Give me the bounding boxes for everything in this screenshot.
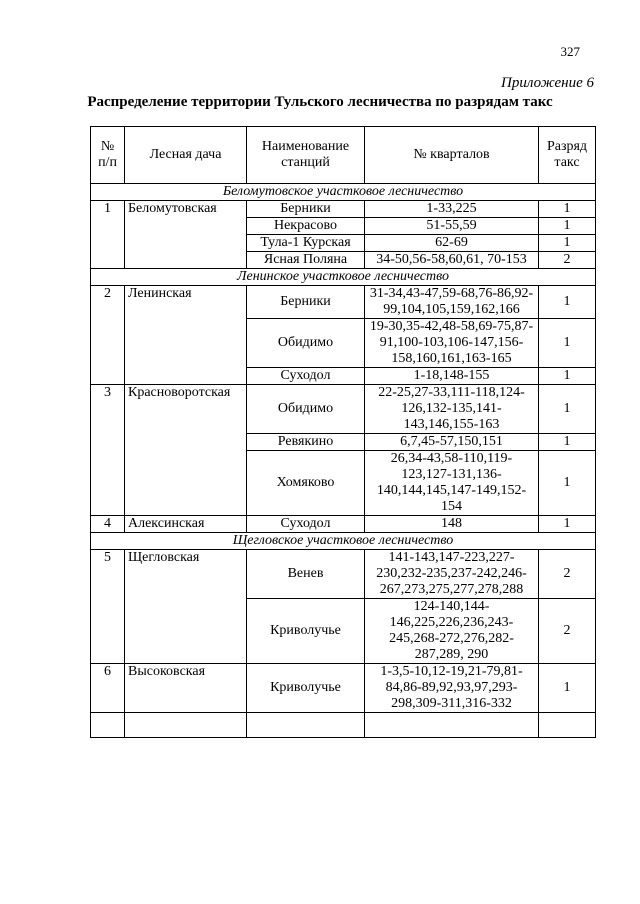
row-number: 2: [91, 286, 125, 385]
station-name: Венев: [247, 550, 365, 599]
table-row: [91, 286, 596, 319]
rate-grade: 1: [539, 319, 596, 368]
header-grade: Разряд такс: [539, 127, 596, 184]
header-station: Наименование станций: [247, 127, 365, 184]
section-header-row: [91, 184, 596, 201]
station-name: Берники: [247, 286, 365, 319]
quarter-numbers: 148: [365, 516, 539, 533]
quarter-numbers: 124-140,144-146,225,226,236,243-245,268-272,276,282-287,289, 290: [365, 599, 539, 664]
row-number: 3: [91, 385, 125, 516]
empty-cell: [91, 713, 125, 738]
rate-grade: 1: [539, 218, 596, 235]
rate-grade: 2: [539, 252, 596, 269]
header-num: № п/п: [91, 127, 125, 184]
quarter-numbers: 1-18,148-155: [365, 368, 539, 385]
quarter-numbers: 1-3,5-10,12-19,21-79,81-84,86-89,92,93,97,293-298,309-311,316-332: [365, 664, 539, 713]
appendix-label: Приложение 6: [501, 75, 594, 91]
station-name: Ревякино: [247, 434, 365, 451]
row-number: 4: [91, 516, 125, 533]
empty-cell: [539, 713, 596, 738]
station-name: Обидимо: [247, 385, 365, 434]
quarter-numbers: 26,34-43,58-110,119-123,127-131,136-140,144,145,147-149,152-154: [365, 451, 539, 516]
header-quarters: № кварталов: [365, 127, 539, 184]
section-name: Щегловское участковое лесничество: [91, 533, 596, 550]
forest-dacha-name: Беломутовская: [125, 201, 247, 269]
section-name: Беломутовское участковое лесничество: [91, 184, 596, 201]
forest-dacha-name: Высоковская: [125, 664, 247, 713]
section-header-row: [91, 533, 596, 550]
forest-dacha-name: Алексинская: [125, 516, 247, 533]
station-name: Обидимо: [247, 319, 365, 368]
quarter-numbers: 141-143,147-223,227-230,232-235,237-242,246-267,273,275,277,278,288: [365, 550, 539, 599]
forestry-table: [90, 126, 596, 738]
quarter-numbers: 31-34,43-47,59-68,76-86,92-99,104,105,159,162,166: [365, 286, 539, 319]
rate-grade: 1: [539, 385, 596, 434]
forest-dacha-name: Ленинская: [125, 286, 247, 385]
rate-grade: 2: [539, 599, 596, 664]
station-name: Криволучье: [247, 599, 365, 664]
section-name: Ленинское участковое лесничество: [91, 269, 596, 286]
table-filler-row: [91, 713, 596, 738]
quarter-numbers: 22-25,27-33,111-118,124-126,132-135,141-143,146,155-163: [365, 385, 539, 434]
station-name: Суходол: [247, 368, 365, 385]
page-number: 327: [560, 44, 580, 59]
station-name: Суходол: [247, 516, 365, 533]
quarter-numbers: 62-69: [365, 235, 539, 252]
station-name: Ясная Поляна: [247, 252, 365, 269]
rate-grade: 1: [539, 201, 596, 218]
station-name: Берники: [247, 201, 365, 218]
row-number: 5: [91, 550, 125, 664]
station-name: Некрасово: [247, 218, 365, 235]
rate-grade: 1: [539, 235, 596, 252]
page-title: Распределение территории Тульского лесничества по разрядам такс: [87, 94, 553, 110]
quarter-numbers: 34-50,56-58,60,61, 70-153: [365, 252, 539, 269]
empty-cell: [365, 713, 539, 738]
table-header-row: [91, 127, 596, 184]
empty-cell: [125, 713, 247, 738]
table-row: [91, 201, 596, 218]
station-name: Тула-1 Курская: [247, 235, 365, 252]
rate-grade: 1: [539, 451, 596, 516]
forest-dacha-name: Щегловская: [125, 550, 247, 664]
table-row: [91, 664, 596, 713]
rate-grade: 1: [539, 434, 596, 451]
header-forest-dacha: Лесная дача: [125, 127, 247, 184]
station-name: Криволучье: [247, 664, 365, 713]
rate-grade: 1: [539, 368, 596, 385]
empty-cell: [247, 713, 365, 738]
quarter-numbers: 6,7,45-57,150,151: [365, 434, 539, 451]
table-row: [91, 516, 596, 533]
rate-grade: 1: [539, 664, 596, 713]
quarter-numbers: 1-33,225: [365, 201, 539, 218]
rate-grade: 1: [539, 516, 596, 533]
quarter-numbers: 19-30,35-42,48-58,69-75,87-91,100-103,106-147,156-158,160,161,163-165: [365, 319, 539, 368]
table-row: [91, 385, 596, 434]
rate-grade: 2: [539, 550, 596, 599]
table-body: [91, 184, 596, 738]
station-name: Хомяково: [247, 451, 365, 516]
row-number: 6: [91, 664, 125, 713]
section-header-row: [91, 269, 596, 286]
forest-dacha-name: Красноворотская: [125, 385, 247, 516]
table-row: [91, 550, 596, 599]
quarter-numbers: 51-55,59: [365, 218, 539, 235]
row-number: 1: [91, 201, 125, 269]
rate-grade: 1: [539, 286, 596, 319]
